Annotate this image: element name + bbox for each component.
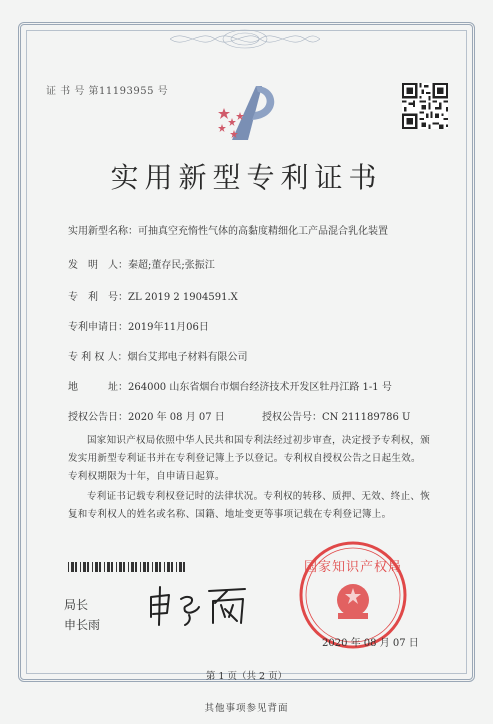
grant-number-label: 授权公告号： xyxy=(262,412,322,423)
seal-text: 国家知识产权局 xyxy=(303,560,402,575)
barcode-bar xyxy=(159,562,161,572)
barcode-bar xyxy=(179,562,182,572)
barcode-bar xyxy=(107,562,110,572)
utility-model-name-label: 实用新型名称： xyxy=(68,226,138,237)
footer-note: 其他事项参见背面 xyxy=(204,703,289,714)
legal-status-paragraph: 专利证书记载专利权登记时的法律状况。专利权的转移、质押、无效、终止、恢复和专利权人的姓名或名称、国籍、地址变更等事项记载在专利登记簿上。 xyxy=(68,491,431,520)
barcode-bar xyxy=(116,562,117,572)
barcode-bar xyxy=(143,562,146,572)
barcode-bar xyxy=(119,562,122,572)
barcode-bar xyxy=(123,562,125,572)
barcode-bar xyxy=(167,562,170,572)
grant-date-value: 2020 年 08 月 07 日 xyxy=(128,412,225,423)
filing-date-label: 专利申请日： xyxy=(68,322,128,333)
inventor-value: 秦超;董存民;张振江 xyxy=(128,260,215,271)
barcode-bar xyxy=(176,562,177,572)
barcode-bar xyxy=(147,562,149,572)
grant-number-row xyxy=(262,408,410,423)
address-row xyxy=(68,378,392,393)
barcode-bar xyxy=(87,562,89,572)
barcode-bar xyxy=(140,562,141,572)
barcode-bar xyxy=(135,562,137,572)
barcode-bar xyxy=(131,562,134,572)
filing-date-value: 2019年11月06日 xyxy=(128,322,209,333)
barcode-bar xyxy=(71,562,74,572)
document-title: 实用新型专利证书 xyxy=(110,161,383,194)
inventor-label: 发 明 人： xyxy=(68,260,128,271)
barcode-bar xyxy=(183,562,185,572)
grant-number-value: CN 211189786 U xyxy=(322,412,411,423)
inventor-row xyxy=(68,256,215,271)
barcode-bar xyxy=(152,562,153,572)
patentee-label: 专 利 权 人： xyxy=(68,352,128,363)
address-value: 264000 山东省烟台市烟台经济技术开发区牡丹江路 1-1 号 xyxy=(128,382,392,393)
director-name-label: 申长雨 xyxy=(64,618,101,632)
barcode-bar xyxy=(155,562,158,572)
grant-date-row xyxy=(68,408,225,423)
barcode xyxy=(68,562,186,572)
barcode-bar xyxy=(75,562,77,572)
barcode-bar xyxy=(95,562,98,572)
grant-date-label: 授权公告日： xyxy=(68,412,128,423)
barcode-bar xyxy=(128,562,129,572)
barcode-bar xyxy=(104,562,105,572)
decorative-guilloche-ornament xyxy=(170,28,320,50)
utility-model-name-value: 可抽真空充惰性气体的高黏度精细化工产品混合乳化装置 xyxy=(138,226,388,237)
qr-code xyxy=(402,83,448,129)
utility-model-name-row xyxy=(68,222,388,237)
barcode-bar xyxy=(111,562,113,572)
patentee-value: 烟台艾邦电子材料有限公司 xyxy=(127,352,248,363)
cnipa-logo-icon xyxy=(212,78,287,148)
seal-date: 2020 年 08 月 07 日 xyxy=(322,638,419,649)
certificate-number: 证 书 号 第11193955 号 xyxy=(46,86,169,97)
patentee-row xyxy=(68,348,248,363)
patent-number-row xyxy=(68,288,238,303)
patent-number-label: 专 利 号： xyxy=(68,292,128,303)
patent-number-value: ZL 2019 2 1904591.X xyxy=(128,292,238,303)
barcode-bar xyxy=(68,562,69,572)
barcode-bar xyxy=(164,562,165,572)
page-number: 第 1 页（共 2 页） xyxy=(205,671,288,682)
barcode-bar xyxy=(92,562,93,572)
barcode-bar xyxy=(171,562,173,572)
filing-date-row xyxy=(68,318,209,333)
director-title-label: 局长 xyxy=(64,598,89,612)
grant-statement-paragraph: 国家知识产权局依照中华人民共和国专利法经过初步审查，决定授予专利权，颁发实用新型专利证书并在专利登记簿上予以登记。专利权自授权公告之日起生效。专利权期限为十年，自申请日起算。 xyxy=(68,435,431,482)
address-label: 地 址： xyxy=(68,382,128,393)
barcode-bar xyxy=(83,562,86,572)
director-handwritten-signature xyxy=(145,583,255,628)
barcode-bar xyxy=(80,562,81,572)
barcode-bar xyxy=(99,562,101,572)
